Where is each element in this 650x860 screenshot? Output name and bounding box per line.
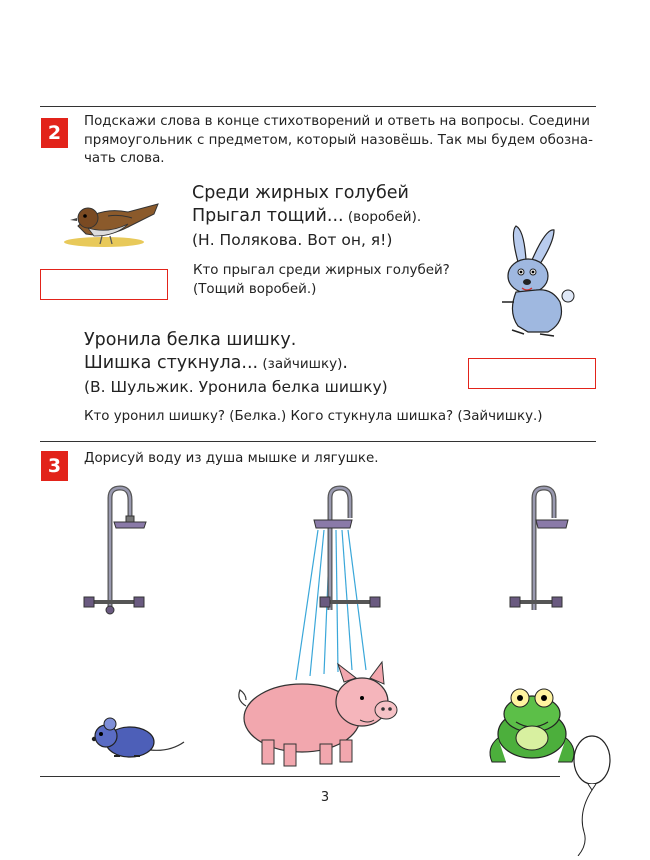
shower-icon xyxy=(506,484,586,620)
section-divider-bottom xyxy=(40,776,560,777)
question-1-answer: (Тощий воробей.) xyxy=(193,281,317,297)
question-1-text: Кто прыгал среди жирных голубей? xyxy=(193,263,450,278)
poem-1 xyxy=(192,182,421,252)
shower-icon xyxy=(78,484,158,620)
shower-icon xyxy=(290,484,390,684)
poem-1-line-2: Прыгал тощий... (воробей). xyxy=(192,206,422,226)
task2-instruction: Подскажи слова в конце стихотворений и ответь на вопросы. Соедини прямоугольник с предметом, который назовёшь. Так мы будем обозначать слова. xyxy=(84,114,593,166)
mouse-icon xyxy=(84,712,188,762)
pig-icon xyxy=(232,660,402,770)
poem-1-line-1: Среди жирных голубей xyxy=(192,183,409,203)
task-number-badge: 2 xyxy=(41,118,68,148)
poem-2-source: (В. Шульжик. Уронила белка шишку) xyxy=(84,378,388,396)
section-divider-top xyxy=(40,106,596,107)
poem-2-line-1: Уронила белка шишку. xyxy=(84,330,297,350)
sparrow-icon xyxy=(58,188,168,250)
hare-icon xyxy=(488,222,584,340)
question-2: Кто уронил шишку? (Белка.) Кого стукнула шишка? (Зайчишку.) xyxy=(84,409,543,424)
page-number: 3 xyxy=(320,790,330,805)
question-1 xyxy=(193,262,450,299)
poem-2-line-2: Шишка стукнула... (зайчишку). xyxy=(84,353,348,373)
task3-instruction: Дорисуй воду из душа мышке и лягушке. xyxy=(84,451,379,466)
poem-1-source: (Н. Полякова. Вот он, я!) xyxy=(192,231,393,249)
poem-2 xyxy=(84,329,388,399)
section-divider-middle xyxy=(40,441,596,442)
answer-box-hare[interactable] xyxy=(468,358,596,389)
answer-box-sparrow[interactable] xyxy=(40,269,168,300)
task-number-badge: 3 xyxy=(41,451,68,481)
